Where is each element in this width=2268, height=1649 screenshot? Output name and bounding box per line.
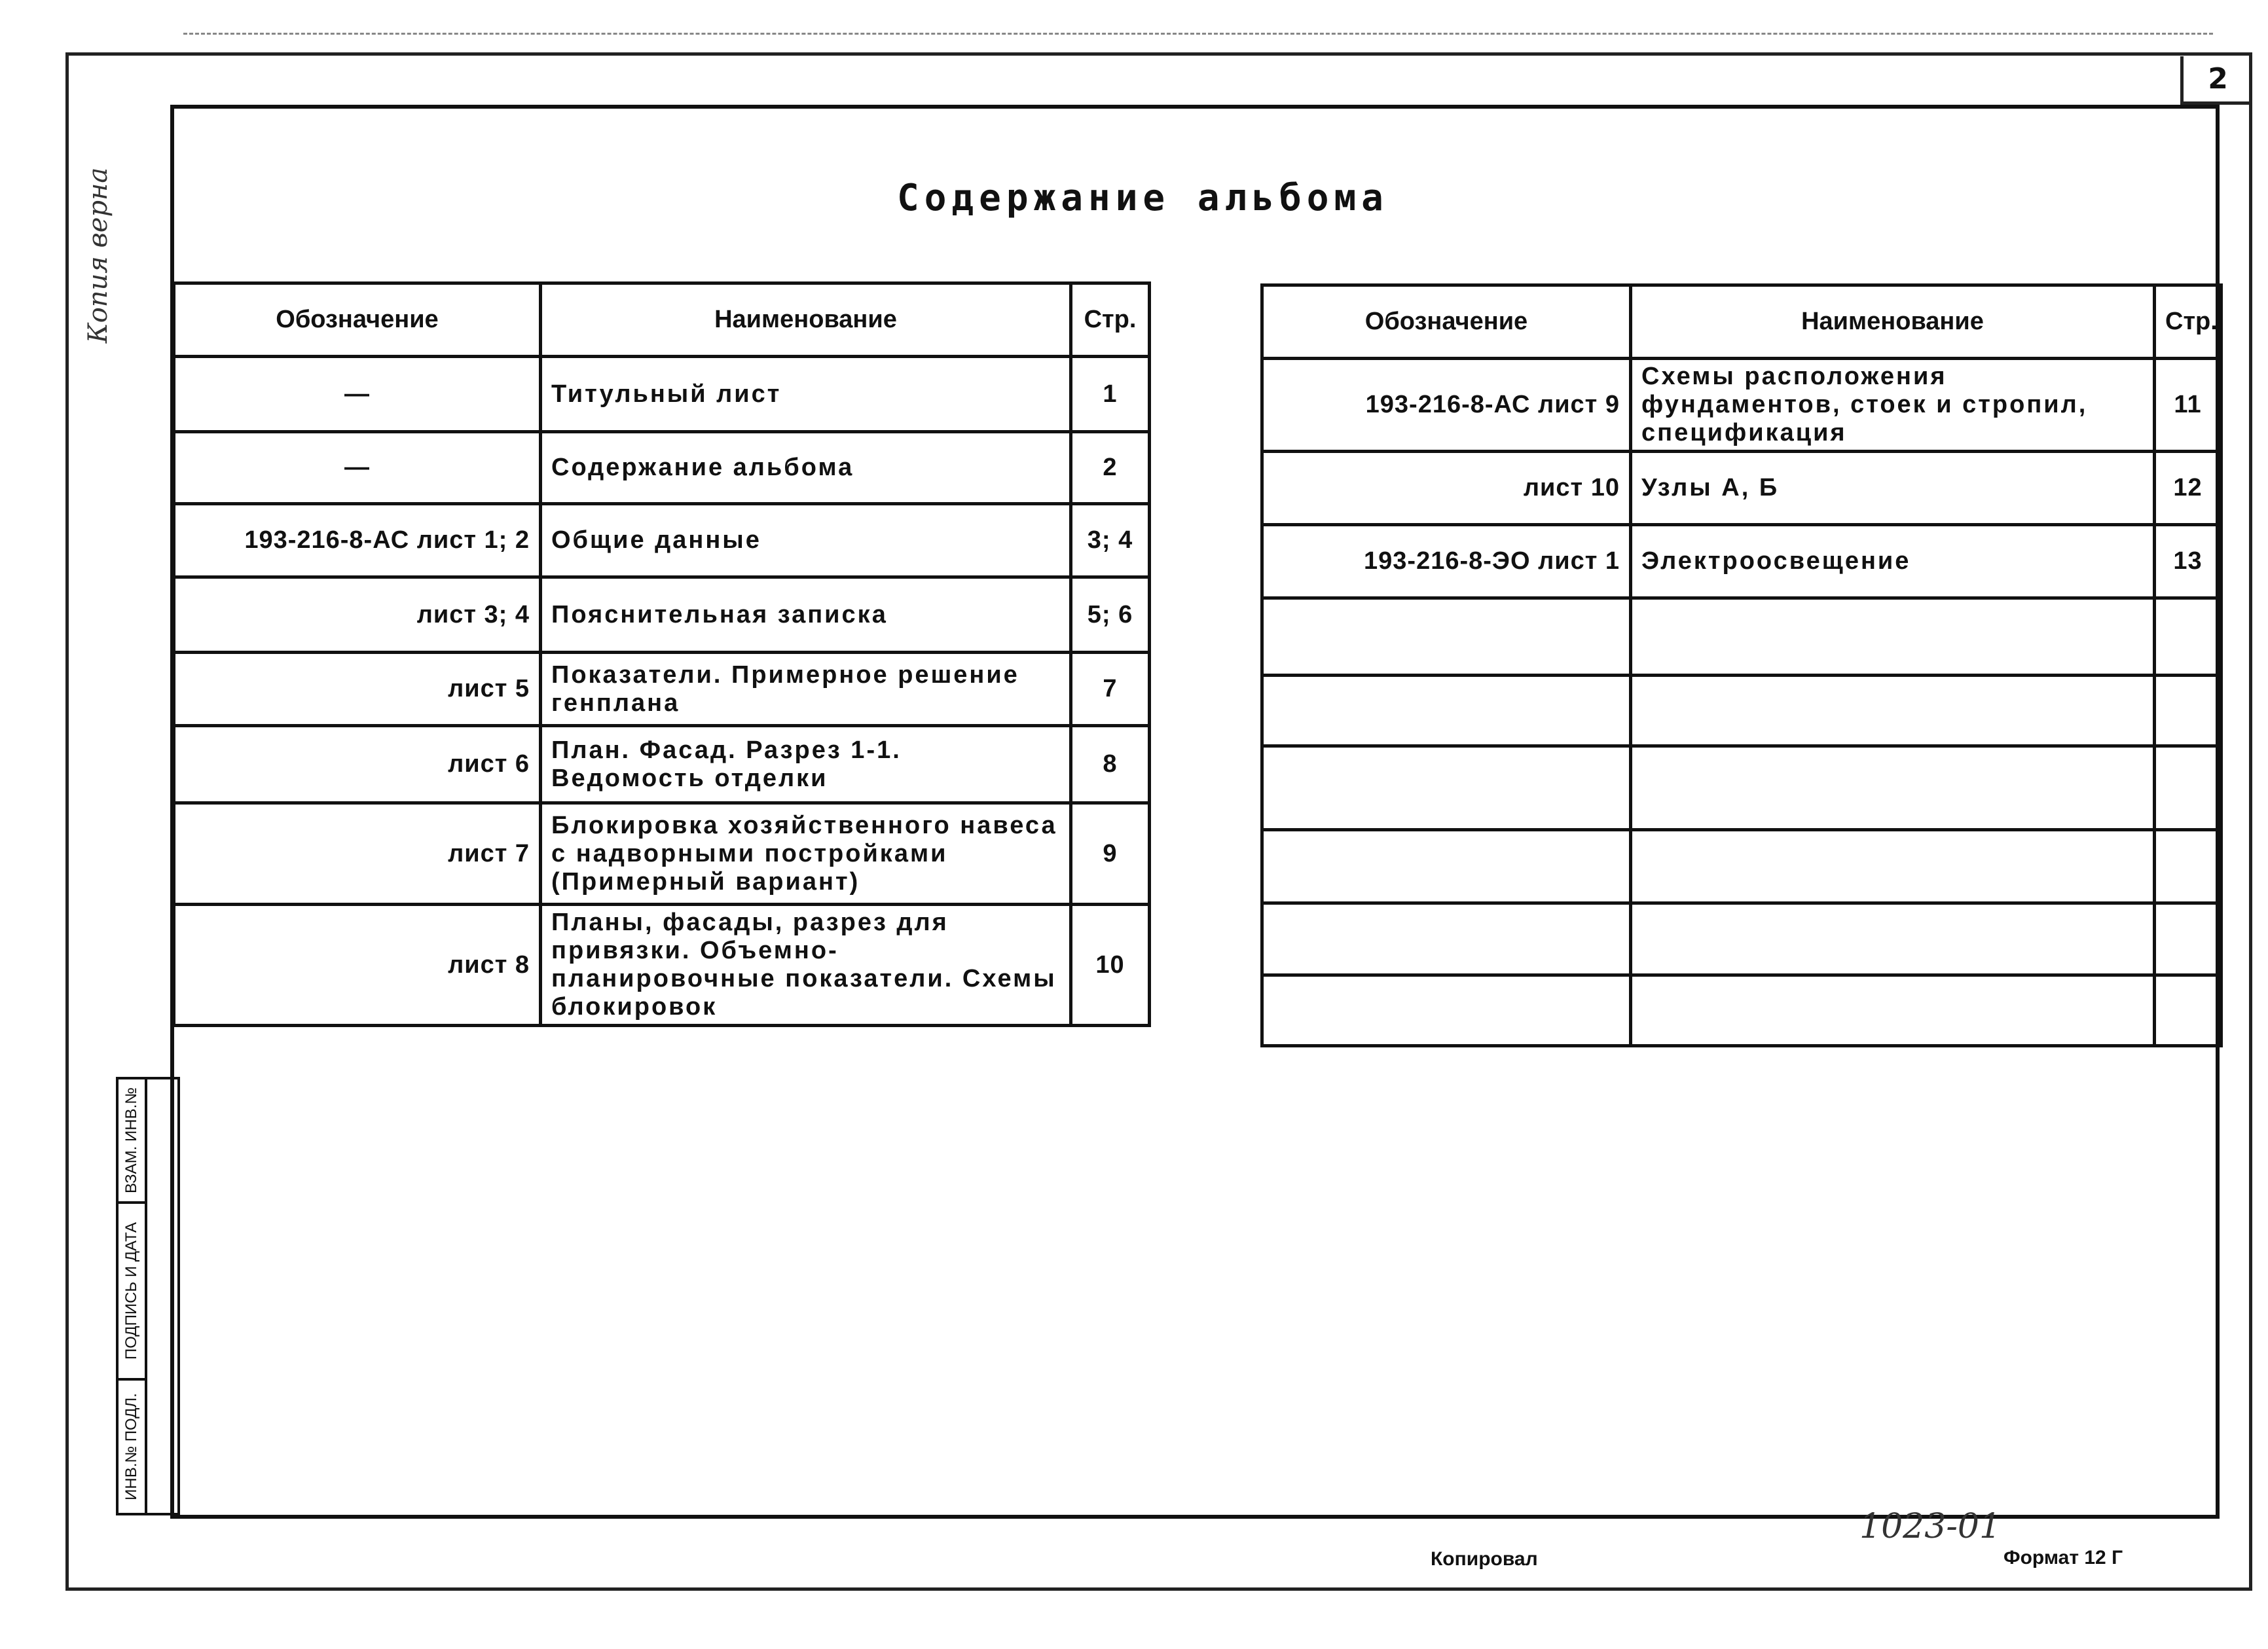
row-code: — [174,432,541,504]
approval-stamp-strip [116,1077,180,1515]
row-page: 10 [1071,905,1150,1026]
row-name: Показатели. Примерное решение генплана [541,653,1071,726]
header-name: Наименование [541,283,1071,357]
header-page: Стр. [2155,285,2222,359]
row-name: Блокировка хозяйственного навеса с надворными постройками (Примерный вариант) [541,803,1071,905]
page-title: Содержание альбома [897,177,1389,219]
table-row [174,905,1150,1026]
stamp-cell-inv-podl [119,1381,147,1513]
row-page [2155,975,2222,1046]
row-page [2155,598,2222,676]
table-row [174,803,1150,905]
table-row [1262,975,2222,1046]
row-name: Планы, фасады, разрез для привязки. Объемно-планировочные показатели. Схемы блокировок [541,905,1071,1026]
row-code: 193-216-8-АС лист 1; 2 [174,504,541,577]
row-code: лист 6 [174,726,541,803]
row-page [2155,676,2222,746]
table-row [1262,598,2222,676]
row-code: лист 8 [174,905,541,1026]
contents-table-right [1260,283,2223,1047]
row-page: 2 [1071,432,1150,504]
table-row [1262,746,2222,830]
certified-copy-text: Копия верна [83,167,113,344]
row-name [1631,676,2155,746]
stamp-label-inv-podl: ИНВ.№ ПОДЛ. [122,1393,140,1500]
row-name [1631,903,2155,975]
table-row [174,432,1150,504]
row-code: лист 3; 4 [174,577,541,653]
sheet-number: 2 [2180,56,2252,105]
row-name: Узлы А, Б [1631,452,2155,525]
header-code: Обозначение [174,283,541,357]
row-name [1631,975,2155,1046]
stamp-cell-vzam-inv [119,1079,147,1204]
contents-table-left [172,281,1151,1027]
top-dashed-line [183,33,2213,35]
certified-copy-stamp [72,85,124,426]
contents-right-body [1262,359,2222,1046]
row-code: 193-216-8-ЭО лист 1 [1262,525,1631,598]
header-page: Стр. [1071,283,1150,357]
row-page: 5; 6 [1071,577,1150,653]
row-name [1631,598,2155,676]
stamp-cell-sign-date [119,1204,147,1381]
row-code [1262,598,1631,676]
row-name [1631,746,2155,830]
format-label: Формат 12 Г [2003,1547,2123,1568]
row-code: — [174,357,541,432]
row-page: 9 [1071,803,1150,905]
row-page [2155,830,2222,903]
row-code [1262,676,1631,746]
copied-by-label: Копировал [1431,1548,1538,1570]
header-name: Наименование [1631,285,2155,359]
row-page: 7 [1071,653,1150,726]
table-row [1262,452,2222,525]
row-name [1631,830,2155,903]
row-name: Общие данные [541,504,1071,577]
row-page: 3; 4 [1071,504,1150,577]
row-name: Электроосвещение [1631,525,2155,598]
row-name: Пояснительная записка [541,577,1071,653]
table-row [1262,676,2222,746]
stamp-label-vzam-inv: ВЗАМ. ИНВ.№ [122,1087,140,1194]
row-code [1262,830,1631,903]
row-page: 12 [2155,452,2222,525]
row-page [2155,903,2222,975]
table-row [1262,830,2222,903]
row-code: лист 7 [174,803,541,905]
row-code [1262,903,1631,975]
table-row [174,577,1150,653]
row-name: Схемы расположения фундаментов, стоек и стропил, спецификация [1631,359,2155,452]
row-page: 11 [2155,359,2222,452]
row-name: Содержание альбома [541,432,1071,504]
row-code [1262,975,1631,1046]
header-code: Обозначение [1262,285,1631,359]
row-name: Титульный лист [541,357,1071,432]
row-code: лист 10 [1262,452,1631,525]
row-code [1262,746,1631,830]
row-page: 1 [1071,357,1150,432]
table-row [1262,903,2222,975]
row-name: План. Фасад. Разрез 1-1. Ведомость отделки [541,726,1071,803]
table-row [174,726,1150,803]
table-row [174,357,1150,432]
table-row [1262,359,2222,452]
row-code: 193-216-8-АС лист 9 [1262,359,1631,452]
table-row [174,504,1150,577]
row-page: 13 [2155,525,2222,598]
stamp-label-sign-date: ПОДПИСЬ И ДАТА [122,1222,140,1360]
row-page: 8 [1071,726,1150,803]
table-row [1262,525,2222,598]
document-code: 1023-01 [1859,1507,2002,1546]
row-page [2155,746,2222,830]
row-code: лист 5 [174,653,541,726]
contents-left-body [174,357,1150,1026]
table-row [174,653,1150,726]
